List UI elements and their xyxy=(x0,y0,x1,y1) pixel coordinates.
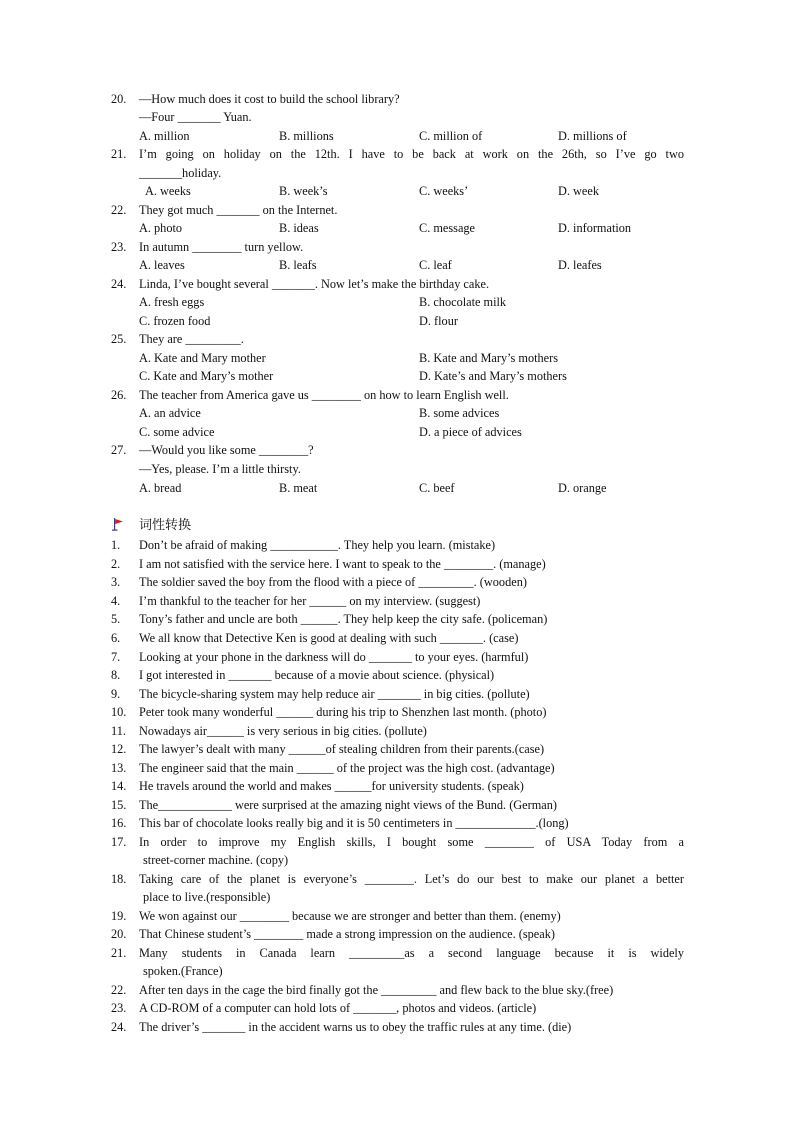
wf-question-18 xyxy=(0,870,793,888)
question-number: 23. xyxy=(111,1001,127,1015)
red-flag-icon xyxy=(111,517,125,531)
question-text: The soldier saved the boy from the flood with a piece of _________. (wooden) xyxy=(139,575,527,589)
question-text: Tony’s father and uncle are both ______. They help keep the city safe. (policeman) xyxy=(139,612,548,626)
option-a: A. an advice xyxy=(139,406,201,420)
question-number: 21. xyxy=(111,946,127,960)
question-number: 11. xyxy=(111,724,126,738)
wf-question-22 xyxy=(0,981,793,999)
question-27 xyxy=(0,441,793,459)
question-text: The engineer said that the main ______ of the project was the high cost. (advantage) xyxy=(139,761,555,775)
question-number: 20. xyxy=(111,92,127,106)
option-d: D. leafes xyxy=(558,258,602,272)
question-number: 10. xyxy=(111,705,127,719)
wf-question-16 xyxy=(0,814,793,832)
question-text-cont: place to live.(responsible) xyxy=(143,890,271,904)
question-stem: In autumn ________ turn yellow. xyxy=(139,240,304,254)
question-line xyxy=(0,164,793,182)
question-line xyxy=(0,108,793,126)
wf-question-14 xyxy=(0,777,793,795)
option-a: A. Kate and Mary mother xyxy=(139,351,266,365)
question-number: 24. xyxy=(111,1020,127,1034)
question-number: 21. xyxy=(111,147,127,161)
question-text: Taking care of the planet is everyone’s ________. Let’s do our best to make our planet a better xyxy=(139,872,684,886)
wf-question-19 xyxy=(0,907,793,925)
option-b: B. meat xyxy=(279,481,318,495)
option-a: A. weeks xyxy=(145,184,191,198)
wf-question-11 xyxy=(0,722,793,740)
question-number: 16. xyxy=(111,816,127,830)
question-number: 20. xyxy=(111,927,127,941)
option-a: A. million xyxy=(139,129,190,143)
question-number: 4. xyxy=(111,594,121,608)
wf-question-13 xyxy=(0,759,793,777)
question-number: 18. xyxy=(111,872,127,886)
question-line xyxy=(0,460,793,478)
question-number: 27. xyxy=(111,443,127,457)
options-row xyxy=(0,423,793,441)
question-number: 23. xyxy=(111,240,127,254)
question-number: 22. xyxy=(111,203,127,217)
question-number: 24. xyxy=(111,277,127,291)
question-stem: They got much _______ on the Internet. xyxy=(139,203,338,217)
question-stem: I’m going on holiday on the 12th. I have to be back at work on the 26th, so I’ve go two xyxy=(139,147,684,161)
option-c: C. message xyxy=(419,221,476,235)
question-text-cont: street-corner machine. (copy) xyxy=(143,853,289,867)
option-b: B. week’s xyxy=(279,184,328,198)
option-b: B. Kate and Mary’s mothers xyxy=(419,351,558,365)
option-c: C. beef xyxy=(419,481,455,495)
wf-question-21 xyxy=(0,944,793,962)
option-b: B. some advices xyxy=(419,406,500,420)
section-heading xyxy=(111,517,191,535)
question-text: The bicycle-sharing system may help reduce air _______ in big cities. (pollute) xyxy=(139,687,530,701)
question-number: 9. xyxy=(111,687,121,701)
question-text: Nowadays air______ is very serious in big cities. (pollute) xyxy=(139,724,427,738)
option-d: D. flour xyxy=(419,314,458,328)
options-row xyxy=(0,312,793,330)
question-text: He travels around the world and makes ______for university students. (speak) xyxy=(139,779,524,793)
question-number: 1. xyxy=(111,538,121,552)
question-text: The lawyer’s dealt with many ______of stealing children from their parents.(case) xyxy=(139,742,545,756)
question-25 xyxy=(0,330,793,348)
question-stem-cont: _______holiday. xyxy=(139,166,222,180)
question-24 xyxy=(0,275,793,293)
question-stem: The teacher from America gave us ________ on how to learn English well. xyxy=(139,388,509,402)
wf-question-20 xyxy=(0,925,793,943)
option-c: C. frozen food xyxy=(139,314,211,328)
option-b: B. millions xyxy=(279,129,334,143)
option-a: A. bread xyxy=(139,481,182,495)
question-number: 2. xyxy=(111,557,121,571)
question-number: 5. xyxy=(111,612,121,626)
question-number: 6. xyxy=(111,631,121,645)
question-number: 3. xyxy=(111,575,121,589)
option-d: D. orange xyxy=(558,481,607,495)
question-number: 22. xyxy=(111,983,127,997)
question-stem: —Would you like some ________? xyxy=(139,443,314,457)
question-number: 13. xyxy=(111,761,127,775)
question-line xyxy=(0,851,793,869)
option-d: D. millions of xyxy=(558,129,627,143)
wf-question-7 xyxy=(0,648,793,666)
option-d: D. information xyxy=(558,221,632,235)
option-c: C. leaf xyxy=(419,258,452,272)
question-stem: They are _________. xyxy=(139,332,244,346)
question-number: 8. xyxy=(111,668,121,682)
wf-question-5 xyxy=(0,610,793,628)
option-b: B. ideas xyxy=(279,221,319,235)
question-text: I am not satisfied with the service here. I want to speak to the ________. (manage) xyxy=(139,557,546,571)
wf-question-9 xyxy=(0,685,793,703)
option-b: B. leafs xyxy=(279,258,317,272)
question-text: That Chinese student’s ________ made a strong impression on the audience. (speak) xyxy=(139,927,555,941)
wf-question-24 xyxy=(0,1018,793,1036)
question-stem: —How much does it cost to build the school library? xyxy=(139,92,400,106)
option-c: C. million of xyxy=(419,129,483,143)
question-text: The____________ were surprised at the amazing night views of the Bund. (German) xyxy=(139,798,557,812)
question-text: I got interested in _______ because of a movie about science. (physical) xyxy=(139,668,495,682)
wf-question-17 xyxy=(0,833,793,851)
question-text: Don’t be afraid of making ___________. They help you learn. (mistake) xyxy=(139,538,496,552)
question-26 xyxy=(0,386,793,404)
options-row xyxy=(0,367,793,385)
wf-question-23 xyxy=(0,999,793,1017)
question-stem-cont: —Four _______ Yuan. xyxy=(139,110,252,124)
question-line xyxy=(0,962,793,980)
question-number: 17. xyxy=(111,835,127,849)
question-text: Looking at your phone in the darkness will do _______ to your eyes. (harmful) xyxy=(139,650,529,664)
options-row xyxy=(0,256,793,274)
option-d: D. week xyxy=(558,184,599,198)
question-text: This bar of chocolate looks really big and it is 50 centimeters in _____________.(long) xyxy=(139,816,569,830)
question-20 xyxy=(0,90,793,108)
question-number: 19. xyxy=(111,909,127,923)
question-number: 7. xyxy=(111,650,121,664)
question-text: After ten days in the cage the bird finally got the _________ and flew back to the blue sky.(free) xyxy=(139,983,614,997)
wf-question-4 xyxy=(0,592,793,610)
options-row xyxy=(0,219,793,237)
wf-question-15 xyxy=(0,796,793,814)
section-title: 词性转换 xyxy=(139,518,192,533)
question-22 xyxy=(0,201,793,219)
options-row xyxy=(0,479,793,497)
option-a: A. photo xyxy=(139,221,183,235)
wf-question-1 xyxy=(0,536,793,554)
question-number: 25. xyxy=(111,332,127,346)
question-21 xyxy=(0,145,793,163)
question-text: We all know that Detective Ken is good at dealing with such _______. (case) xyxy=(139,631,519,645)
wf-question-8 xyxy=(0,666,793,684)
question-text: We won against our ________ because we are stronger and better than them. (enemy) xyxy=(139,909,561,923)
question-text: I’m thankful to the teacher for her ______ on my interview. (suggest) xyxy=(139,594,481,608)
options-row xyxy=(0,349,793,367)
wf-question-10 xyxy=(0,703,793,721)
wf-question-3 xyxy=(0,573,793,591)
question-text: Many students in Canada learn _________as a second language because it is widely xyxy=(139,946,684,960)
option-c: C. some advice xyxy=(139,425,215,439)
question-text: The driver’s _______ in the accident warns us to obey the traffic rules at any time. (die) xyxy=(139,1020,572,1034)
question-text: In order to improve my English skills, I bought some ________ of USA Today from a xyxy=(139,835,684,849)
wf-question-12 xyxy=(0,740,793,758)
options-row xyxy=(0,404,793,422)
option-a: A. leaves xyxy=(139,258,185,272)
wf-question-6 xyxy=(0,629,793,647)
question-23 xyxy=(0,238,793,256)
options-row xyxy=(0,293,793,311)
question-number: 14. xyxy=(111,779,127,793)
option-b: B. chocolate milk xyxy=(419,295,507,309)
question-number: 26. xyxy=(111,388,127,402)
question-number: 12. xyxy=(111,742,127,756)
option-d: D. a piece of advices xyxy=(419,425,522,439)
question-line xyxy=(0,888,793,906)
question-stem: Linda, I’ve bought several _______. Now let’s make the birthday cake. xyxy=(139,277,490,291)
wf-question-2 xyxy=(0,555,793,573)
options-row xyxy=(0,127,793,145)
option-c: C. weeks’ xyxy=(419,184,469,198)
question-text-cont: spoken.(France) xyxy=(143,964,223,978)
question-number: 15. xyxy=(111,798,127,812)
question-stem-cont: —Yes, please. I’m a little thirsty. xyxy=(139,462,301,476)
option-c: C. Kate and Mary’s mother xyxy=(139,369,274,383)
question-text: A CD-ROM of a computer can hold lots of _______, photos and videos. (article) xyxy=(139,1001,537,1015)
option-d: D. Kate’s and Mary’s mothers xyxy=(419,369,567,383)
option-a: A. fresh eggs xyxy=(139,295,205,309)
options-row xyxy=(0,182,793,200)
question-text: Peter took many wonderful ______ during his trip to Shenzhen last month. (photo) xyxy=(139,705,547,719)
